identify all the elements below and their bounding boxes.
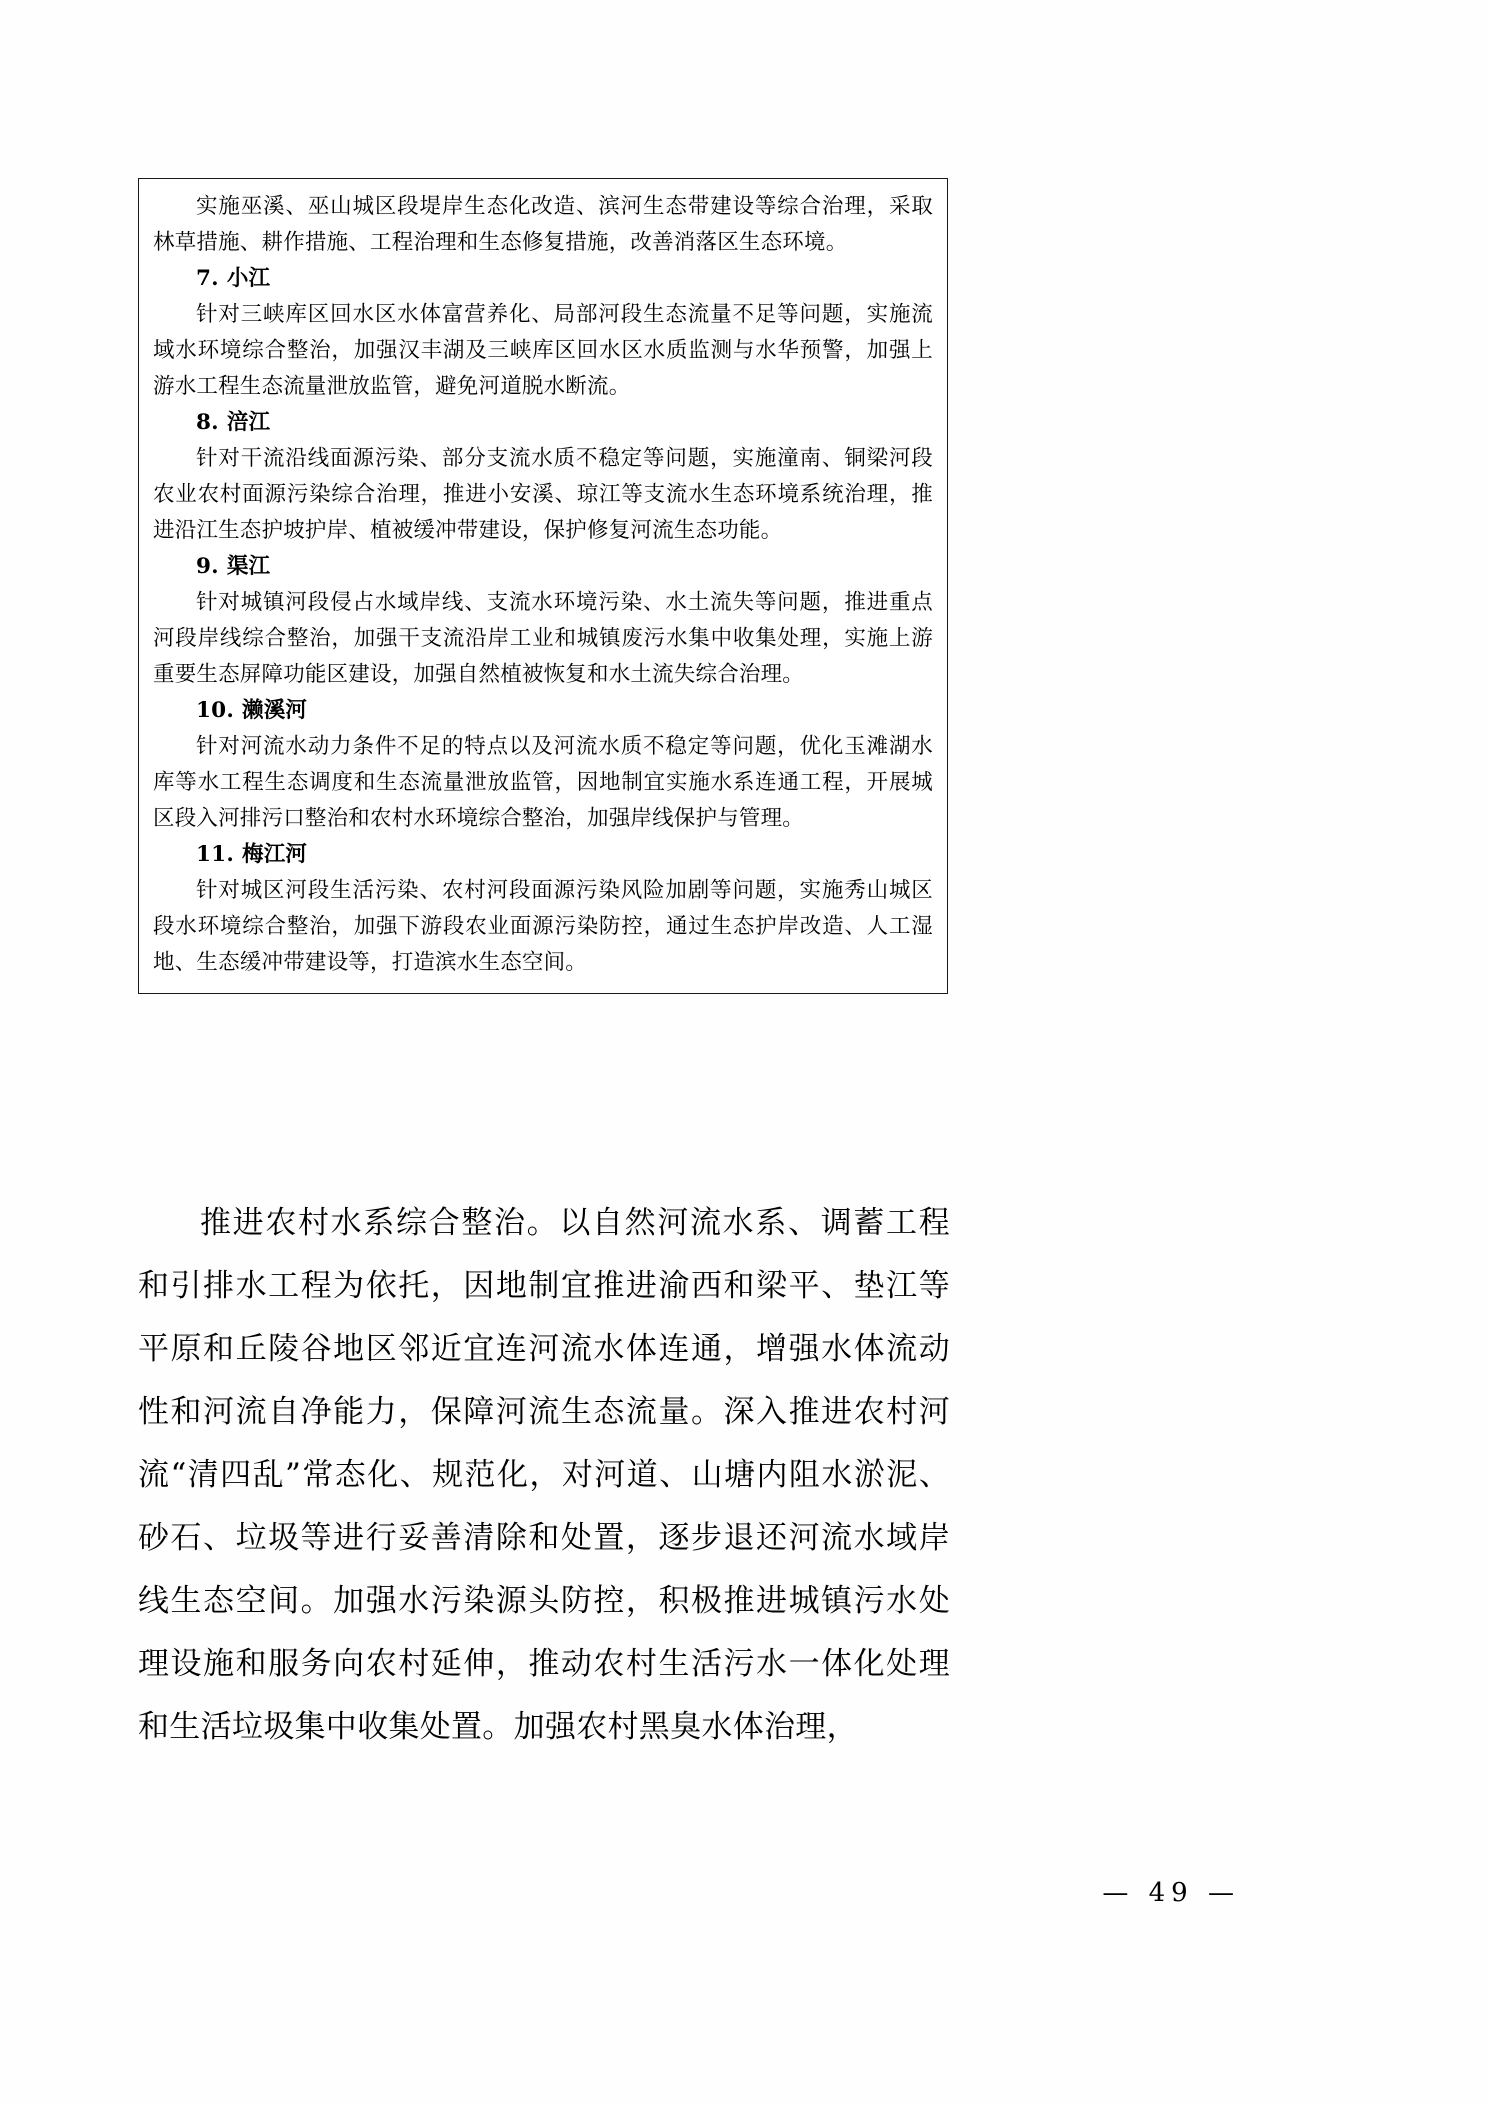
- list-item-heading: [153, 261, 933, 297]
- list-item-title: 濑溪河: [242, 698, 308, 723]
- list-item-number: 8.: [196, 410, 219, 435]
- page-number: — 49 —: [1102, 1878, 1240, 1908]
- list-item-text: 针对干流沿线面源污染、部分支流水质不稳定等问题，实施潼南、铜梁河段农业农村面源污染综合治理，推进小安溪、琼江等支流水生态环境系统治理，推进沿江生态护坡护岸、植被缓冲带建设，保护修复河流生态功能。: [153, 446, 933, 543]
- list-item-heading: [153, 693, 933, 729]
- list-item-title: 涪江: [226, 410, 271, 435]
- list-item-text: 针对三峡库区回水区水体富营养化、局部河段生态流量不足等问题，实施流域水环境综合整治，加强汉丰湖及三峡库区回水区水质监测与水华预警，加强上游水工程生态流量泄放监管，避免河道脱水断流。: [153, 302, 933, 399]
- list-item-number: 7.: [196, 266, 219, 291]
- list-item-heading: [153, 549, 933, 585]
- main-body-paragraph: 推进农村水系综合整治。以自然河流水系、调蓄工程和引排水工程为依托，因地制宜推进渝西和梁平、垫江等平原和丘陵谷地区邻近宜连河流水体连通，增强水体流动性和河流自净能力，保障河流生态流量。深入推进农村河流“清四乱”常态化、规范化，对河道、山塘内阻水淤泥、砂石、垃圾等进行妥善清除和处置，逐步退还河流水域岸线生态空间。加强水污染源头防控，积极推进城镇污水处理设施和服务向农村延伸，推动农村生活污水一体化处理和生活垃圾集中收集处置。加强农村黑臭水体治理，: [138, 1205, 950, 1745]
- box-intro-paragraph: 实施巫溪、巫山城区段堤岸生态化改造、滨河生态带建设等综合治理，采取林草措施、耕作措施、工程治理和生态修复措施，改善消落区生态环境。: [153, 194, 933, 255]
- list-item-text: 针对城镇河段侵占水域岸线、支流水环境污染、水土流失等问题，推进重点河段岸线综合整治，加强干支流沿岸工业和城镇废污水集中收集处理，实施上游重要生态屏障功能区建设，加强自然植被恢复和水土流失综合治理。: [153, 590, 933, 687]
- list-item-number: 9.: [196, 554, 219, 579]
- list-item-heading: [153, 405, 933, 441]
- list-item-text: 针对城区河段生活污染、农村河段面源污染风险加剧等问题，实施秀山城区段水环境综合整治，加强下游段农业面源污染防控，通过生态护岸改造、人工湿地、生态缓冲带建设等，打造滨水生态空间。: [153, 878, 933, 975]
- list-item-number: 10.: [196, 698, 235, 723]
- river-list-box: [138, 178, 948, 994]
- list-item-text: 针对河流水动力条件不足的特点以及河流水质不稳定等问题，优化玉滩湖水库等水工程生态调度和生态流量泄放监管，因地制宜实施水系连通工程，开展城区段入河排污口整治和农村水环境综合整治，加强岸线保护与管理。: [153, 734, 933, 831]
- list-item-title: 渠江: [226, 554, 271, 579]
- list-item-number: 11.: [196, 842, 235, 867]
- list-item-heading: [153, 837, 933, 873]
- list-item-title: 小江: [226, 266, 271, 291]
- list-item-title: 梅江河: [242, 842, 308, 867]
